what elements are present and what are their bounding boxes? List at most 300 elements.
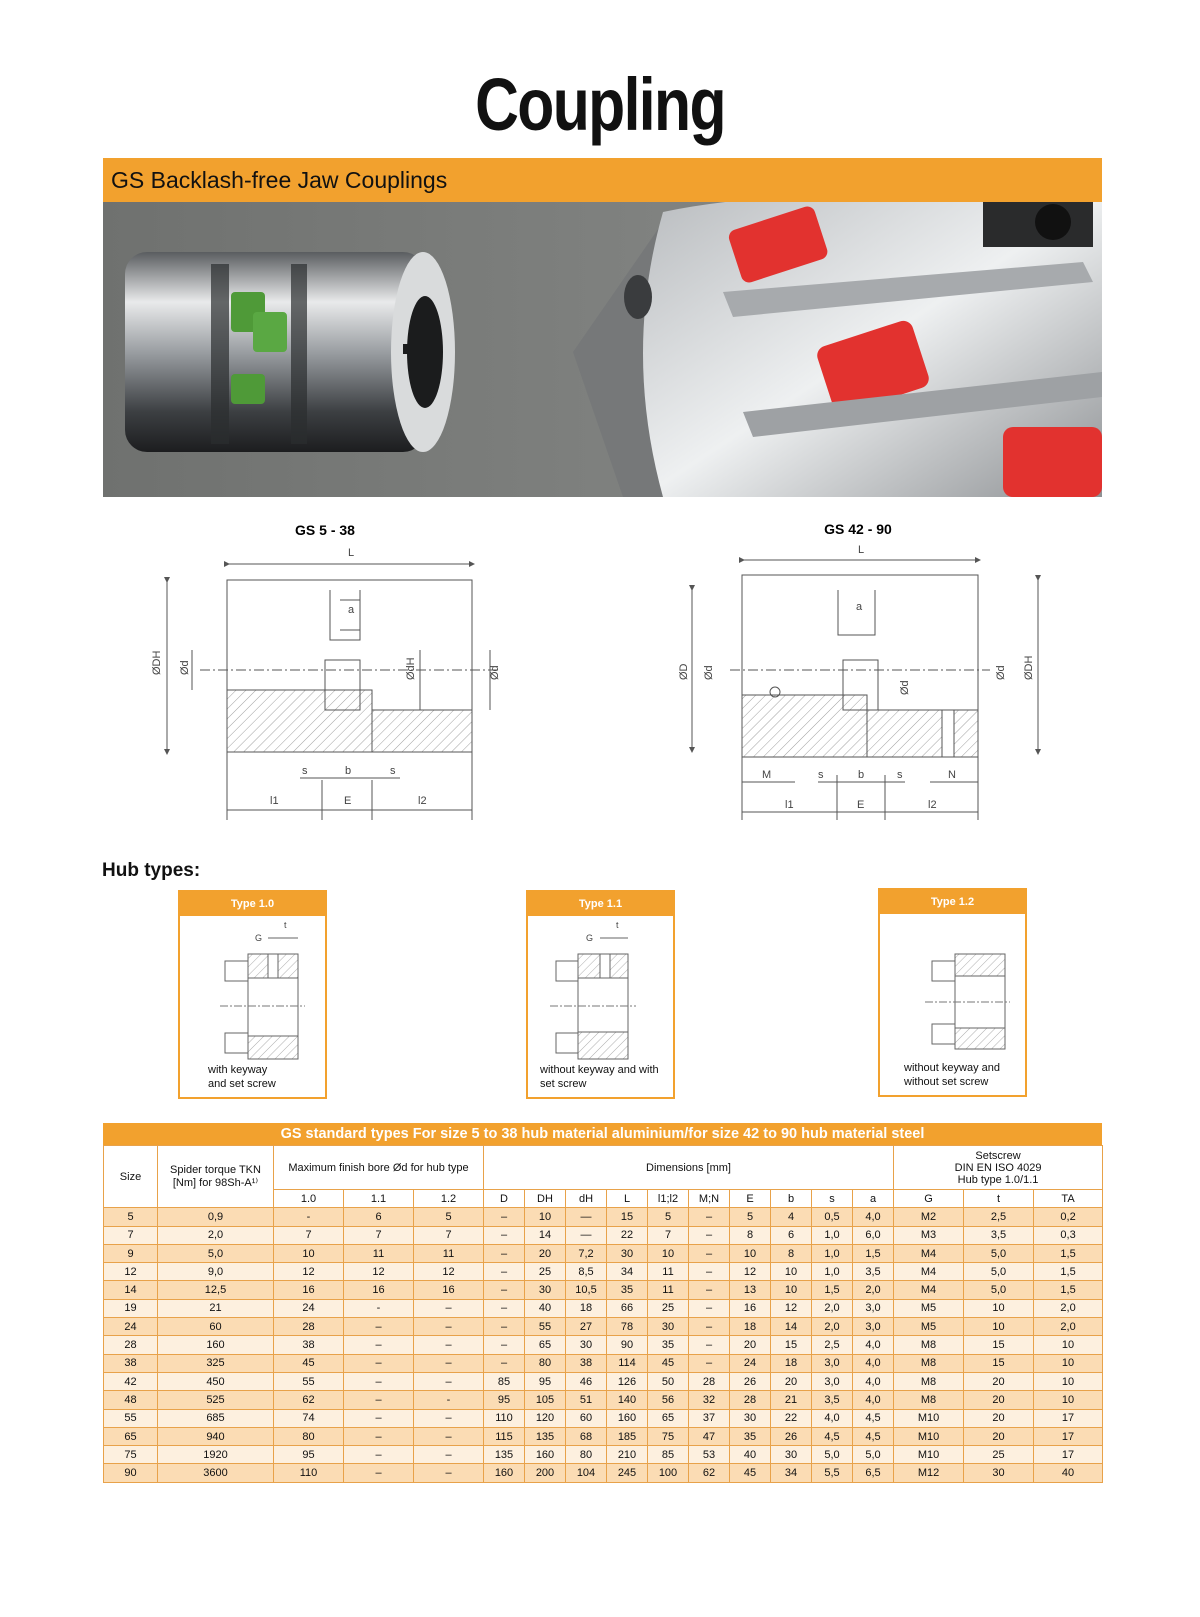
table-cell: 11 xyxy=(648,1281,689,1299)
table-cell: 1,5 xyxy=(1034,1263,1103,1281)
table-cell: – xyxy=(484,1244,525,1262)
table-cell: 65 xyxy=(648,1409,689,1427)
table-cell: 20 xyxy=(525,1244,566,1262)
table-cell: 5,0 xyxy=(964,1263,1034,1281)
hub-G-label: G xyxy=(586,933,594,943)
hub-type-1-1-drawing xyxy=(528,916,673,1066)
caption-line: and set screw xyxy=(208,1078,276,1090)
banner-title: GS Backlash-free Jaw Couplings xyxy=(111,167,448,193)
table-cell: 66 xyxy=(607,1299,648,1317)
table-cell: 7 xyxy=(648,1226,689,1244)
table-row xyxy=(104,1336,1103,1354)
table-cell: 55 xyxy=(104,1409,158,1427)
sub-header: l1;l2 xyxy=(648,1190,689,1208)
table-cell: 75 xyxy=(104,1446,158,1464)
dim-dH: ØdH xyxy=(405,657,417,680)
table-cell: – xyxy=(414,1354,484,1372)
table-cell: 200 xyxy=(525,1464,566,1482)
table-cell: 3,0 xyxy=(853,1299,894,1317)
table-cell: 4,0 xyxy=(853,1372,894,1390)
dim-d-mid-right: Ød xyxy=(899,680,911,695)
table-cell: 50 xyxy=(648,1372,689,1390)
table-cell: 2,5 xyxy=(964,1208,1034,1226)
table-cell: 85 xyxy=(648,1446,689,1464)
setscrew-line: DIN EN ISO 4029 xyxy=(954,1161,1042,1174)
table-cell: 10 xyxy=(730,1244,771,1262)
table-cell: – xyxy=(689,1281,730,1299)
table-cell: 30 xyxy=(525,1281,566,1299)
sub-header: 1.0 xyxy=(274,1190,344,1208)
table-cell: 0,5 xyxy=(812,1208,853,1226)
col-bore: Maximum finish bore Ød for hub type xyxy=(274,1146,484,1190)
table-cell: 5 xyxy=(730,1208,771,1226)
table-cell: 4,0 xyxy=(853,1336,894,1354)
table-cell: 3,0 xyxy=(853,1318,894,1336)
hub-type-1-1 xyxy=(526,890,675,1099)
table-cell: 20 xyxy=(964,1409,1034,1427)
table-cell: – xyxy=(484,1336,525,1354)
dim-a-right: a xyxy=(856,601,863,613)
table-cell: 2,0 xyxy=(853,1281,894,1299)
table-cell: – xyxy=(344,1391,414,1409)
table-cell: 0,2 xyxy=(1034,1208,1103,1226)
table-cell: 18 xyxy=(771,1354,812,1372)
table-cell: 11 xyxy=(648,1263,689,1281)
table-cell: M5 xyxy=(894,1299,964,1317)
table-cell: 30 xyxy=(566,1336,607,1354)
table-cell: 1,5 xyxy=(812,1281,853,1299)
table-cell: 5 xyxy=(104,1208,158,1226)
table-cell: 34 xyxy=(771,1464,812,1482)
drawing-label-right: GS 42 - 90 xyxy=(824,521,892,537)
table-cell: – xyxy=(689,1354,730,1372)
table-cell: 5 xyxy=(648,1208,689,1226)
table-cell: 110 xyxy=(274,1464,344,1482)
table-cell: 15 xyxy=(964,1336,1034,1354)
table-cell: 0,9 xyxy=(158,1208,274,1226)
table-cell: 1920 xyxy=(158,1446,274,1464)
table-cell: 4,5 xyxy=(812,1427,853,1445)
table-cell: – xyxy=(484,1354,525,1372)
table-cell: 65 xyxy=(525,1336,566,1354)
col-setscrew xyxy=(894,1146,1103,1190)
table-cell: 7 xyxy=(104,1226,158,1244)
table-cell: 4,0 xyxy=(812,1409,853,1427)
table-cell: – xyxy=(344,1446,414,1464)
table-cell: 525 xyxy=(158,1391,274,1409)
table-cell: – xyxy=(344,1409,414,1427)
dim-E: E xyxy=(344,795,352,807)
table-cell: 110 xyxy=(484,1409,525,1427)
dim-a: a xyxy=(348,604,355,616)
table-row xyxy=(104,1244,1103,1262)
table-cell: - xyxy=(414,1391,484,1409)
table-cell: 3,5 xyxy=(964,1226,1034,1244)
table-cell: – xyxy=(689,1336,730,1354)
table-row xyxy=(104,1354,1103,1372)
table-cell: 135 xyxy=(484,1446,525,1464)
table-cell: 78 xyxy=(607,1318,648,1336)
table-cell: 21 xyxy=(158,1299,274,1317)
table-body xyxy=(104,1208,1103,1482)
dim-b: b xyxy=(345,765,352,777)
table-cell: – xyxy=(689,1299,730,1317)
table-cell: 160 xyxy=(158,1336,274,1354)
dim-l1-right: l1 xyxy=(785,799,794,811)
table-cell: 12 xyxy=(414,1263,484,1281)
table-cell: 126 xyxy=(607,1372,648,1390)
hub-type-caption xyxy=(904,1061,1024,1089)
table-cell: 10 xyxy=(771,1263,812,1281)
table-cell: 80 xyxy=(566,1446,607,1464)
table-cell: 940 xyxy=(158,1427,274,1445)
table-cell: 13 xyxy=(730,1281,771,1299)
table-cell: – xyxy=(414,1372,484,1390)
table-cell: 2,0 xyxy=(812,1318,853,1336)
table-cell: 3,5 xyxy=(853,1263,894,1281)
caption-line: set screw xyxy=(540,1078,587,1090)
table-row xyxy=(104,1263,1103,1281)
table-cell: 10 xyxy=(1034,1354,1103,1372)
table-cell: 10 xyxy=(771,1281,812,1299)
table-cell: M8 xyxy=(894,1354,964,1372)
dim-d2-right: Ød xyxy=(995,665,1007,680)
table-cell: 42 xyxy=(104,1372,158,1390)
dimension-drawings xyxy=(0,520,1200,840)
table-row xyxy=(104,1226,1103,1244)
table-cell: 24 xyxy=(104,1318,158,1336)
table-cell: 15 xyxy=(771,1336,812,1354)
table-cell: 38 xyxy=(104,1354,158,1372)
table-cell: 26 xyxy=(730,1372,771,1390)
table-cell: 10 xyxy=(1034,1336,1103,1354)
table-cell: – xyxy=(344,1336,414,1354)
table-cell: - xyxy=(274,1208,344,1226)
table-cell: 25 xyxy=(964,1446,1034,1464)
table-cell: 75 xyxy=(648,1427,689,1445)
table-cell: 26 xyxy=(771,1427,812,1445)
table-cell: 160 xyxy=(607,1409,648,1427)
hub-type-1-0 xyxy=(178,890,327,1099)
dim-s2: s xyxy=(390,765,396,777)
dim-DH: ØDH xyxy=(151,650,163,675)
table-cell: 4,0 xyxy=(853,1354,894,1372)
table-cell: M8 xyxy=(894,1391,964,1409)
hub-type-title: Type 1.1 xyxy=(528,892,673,916)
table-row xyxy=(104,1299,1103,1317)
table-cell: 65 xyxy=(104,1427,158,1445)
table-cell: M12 xyxy=(894,1464,964,1482)
table-cell: 16 xyxy=(344,1281,414,1299)
table-cell: 30 xyxy=(648,1318,689,1336)
table-cell: 325 xyxy=(158,1354,274,1372)
table-cell: 90 xyxy=(104,1464,158,1482)
table-cell: 1,5 xyxy=(853,1244,894,1262)
hub-type-title: Type 1.2 xyxy=(880,890,1025,914)
table-cell: 35 xyxy=(607,1281,648,1299)
table-cell: 10 xyxy=(1034,1391,1103,1409)
table-cell: 95 xyxy=(484,1391,525,1409)
dim-L: L xyxy=(348,547,355,559)
setscrew-line: Hub type 1.0/1.1 xyxy=(957,1173,1039,1186)
table-cell: 114 xyxy=(607,1354,648,1372)
table-cell: 74 xyxy=(274,1409,344,1427)
table-cell: 4,5 xyxy=(853,1427,894,1445)
coupling-photo-illustration xyxy=(103,202,1102,497)
table-cell: — xyxy=(566,1226,607,1244)
table-cell: – xyxy=(414,1427,484,1445)
sub-header: L xyxy=(607,1190,648,1208)
table-cell: 60 xyxy=(158,1318,274,1336)
table-cell: 11 xyxy=(344,1244,414,1262)
table-cell: 12,5 xyxy=(158,1281,274,1299)
table-cell: 45 xyxy=(730,1464,771,1482)
table-cell: 12 xyxy=(344,1263,414,1281)
sub-header: t xyxy=(964,1190,1034,1208)
table-cell: 20 xyxy=(771,1372,812,1390)
table-cell: – xyxy=(414,1409,484,1427)
table-cell: 25 xyxy=(525,1263,566,1281)
table-cell: 12 xyxy=(771,1299,812,1317)
table-cell: 48 xyxy=(104,1391,158,1409)
sub-header: 1.1 xyxy=(344,1190,414,1208)
table-cell: 6 xyxy=(771,1226,812,1244)
table-cell: 15 xyxy=(964,1354,1034,1372)
table-cell: 30 xyxy=(730,1409,771,1427)
table-cell: 4,0 xyxy=(853,1208,894,1226)
hub-type-1-0-drawing xyxy=(180,916,325,1066)
table-cell: M8 xyxy=(894,1336,964,1354)
dim-s1: s xyxy=(302,765,308,777)
table-cell: 55 xyxy=(525,1318,566,1336)
table-cell: 8 xyxy=(730,1226,771,1244)
sub-header: TA xyxy=(1034,1190,1103,1208)
dim-d1-right: Ød xyxy=(703,665,715,680)
table-cell: 210 xyxy=(607,1446,648,1464)
table-cell: 12 xyxy=(104,1263,158,1281)
table-cell: 7 xyxy=(344,1226,414,1244)
table-cell: 22 xyxy=(607,1226,648,1244)
table-cell: 0,3 xyxy=(1034,1226,1103,1244)
table-cell: M5 xyxy=(894,1318,964,1336)
table-row xyxy=(104,1281,1103,1299)
table-cell: 5,5 xyxy=(812,1464,853,1482)
table-cell: 10,5 xyxy=(566,1281,607,1299)
table-cell: 35 xyxy=(730,1427,771,1445)
table-cell: M10 xyxy=(894,1427,964,1445)
table-cell: 5,0 xyxy=(158,1244,274,1262)
table-cell: M10 xyxy=(894,1409,964,1427)
table-row xyxy=(104,1409,1103,1427)
sub-header: M;N xyxy=(689,1190,730,1208)
table-cell: 28 xyxy=(274,1318,344,1336)
table-cell: 1,0 xyxy=(812,1244,853,1262)
table-cell: 1,5 xyxy=(1034,1244,1103,1262)
table-cell: – xyxy=(414,1446,484,1464)
hub-G-label: G xyxy=(255,933,263,943)
table-cell: 7 xyxy=(414,1226,484,1244)
sub-header: E xyxy=(730,1190,771,1208)
table-cell: 14 xyxy=(771,1318,812,1336)
table-cell: 120 xyxy=(525,1409,566,1427)
table-cell: 160 xyxy=(525,1446,566,1464)
table-cell: 95 xyxy=(525,1372,566,1390)
table-cell: 24 xyxy=(730,1354,771,1372)
table-cell: 20 xyxy=(964,1372,1034,1390)
table-cell: 135 xyxy=(525,1427,566,1445)
table-row xyxy=(104,1391,1103,1409)
table-cell: 18 xyxy=(730,1318,771,1336)
table-cell: 62 xyxy=(689,1464,730,1482)
dim-L-right: L xyxy=(858,544,865,556)
table-row xyxy=(104,1208,1103,1226)
table-cell: – xyxy=(344,1464,414,1482)
table-cell: - xyxy=(344,1299,414,1317)
table-row xyxy=(104,1446,1103,1464)
table-cell: 4,5 xyxy=(853,1409,894,1427)
table-cell: 62 xyxy=(274,1391,344,1409)
table-cell: 40 xyxy=(1034,1464,1103,1482)
table-cell: 6 xyxy=(344,1208,414,1226)
table-cell: 51 xyxy=(566,1391,607,1409)
table-cell: 20 xyxy=(964,1391,1034,1409)
hub-type-caption xyxy=(540,1063,660,1091)
table-cell: 46 xyxy=(566,1372,607,1390)
col-torque: Spider torque TKN [Nm] for 98Sh-A¹⁾ xyxy=(158,1146,274,1208)
table-cell: 3,5 xyxy=(812,1391,853,1409)
table-row xyxy=(104,1427,1103,1445)
table-cell: 35 xyxy=(648,1336,689,1354)
dim-l2: l2 xyxy=(418,795,427,807)
col-dimensions: Dimensions [mm] xyxy=(484,1146,894,1190)
table-cell: — xyxy=(566,1208,607,1226)
table-cell: 685 xyxy=(158,1409,274,1427)
table-cell: 1,5 xyxy=(1034,1281,1103,1299)
table-cell: 30 xyxy=(771,1446,812,1464)
product-photo xyxy=(103,202,1102,497)
table-cell: 10 xyxy=(964,1299,1034,1317)
table-cell: 160 xyxy=(484,1464,525,1482)
table-cell: – xyxy=(689,1263,730,1281)
dim-d-right: Ød xyxy=(489,665,501,680)
table-cell: 85 xyxy=(484,1372,525,1390)
table-cell: 53 xyxy=(689,1446,730,1464)
hub-types-heading: Hub types: xyxy=(102,860,201,881)
table-cell: 24 xyxy=(274,1299,344,1317)
table-cell: 80 xyxy=(525,1354,566,1372)
sub-header: G xyxy=(894,1190,964,1208)
table-cell: 6,0 xyxy=(853,1226,894,1244)
table-cell: 104 xyxy=(566,1464,607,1482)
sub-header: D xyxy=(484,1190,525,1208)
hub-type-1-2 xyxy=(878,888,1027,1097)
table-cell: 38 xyxy=(274,1336,344,1354)
table-cell: 14 xyxy=(104,1281,158,1299)
section-banner xyxy=(103,158,1102,202)
dim-d-left: Ød xyxy=(179,660,191,675)
table-cell: 14 xyxy=(525,1226,566,1244)
caption-line: without set screw xyxy=(904,1076,989,1088)
caption-line: with keyway xyxy=(208,1064,268,1076)
table-cell: – xyxy=(689,1244,730,1262)
table-cell: 45 xyxy=(274,1354,344,1372)
table-cell: 7,2 xyxy=(566,1244,607,1262)
table-cell: – xyxy=(484,1263,525,1281)
table-cell: 30 xyxy=(607,1244,648,1262)
table-cell: 27 xyxy=(566,1318,607,1336)
hub-type-1-2-drawing xyxy=(880,914,1025,1064)
table-cell: – xyxy=(344,1427,414,1445)
table-cell: 185 xyxy=(607,1427,648,1445)
table-cell: 4 xyxy=(771,1208,812,1226)
table-cell: 17 xyxy=(1034,1446,1103,1464)
table-cell: 5,0 xyxy=(812,1446,853,1464)
table-cell: M10 xyxy=(894,1446,964,1464)
table-cell: 10 xyxy=(964,1318,1034,1336)
table-row xyxy=(104,1372,1103,1390)
table-cell: 3,0 xyxy=(812,1372,853,1390)
table-cell: 2,5 xyxy=(812,1336,853,1354)
table-cell: 10 xyxy=(648,1244,689,1262)
dim-b-right: b xyxy=(858,769,865,781)
sub-header: b xyxy=(771,1190,812,1208)
hub-type-caption xyxy=(208,1063,328,1091)
table-cell: 5,0 xyxy=(964,1281,1034,1299)
table-cell: 28 xyxy=(689,1372,730,1390)
table-cell: 45 xyxy=(648,1354,689,1372)
caption-line: without keyway and xyxy=(904,1062,1000,1074)
sub-header: DH xyxy=(525,1190,566,1208)
dim-l2-right: l2 xyxy=(928,799,937,811)
table-heading: GS standard types For size 5 to 38 hub material aluminium/for size 42 to 90 hub material steel xyxy=(103,1123,1102,1145)
table-cell: M4 xyxy=(894,1244,964,1262)
table-cell: 11 xyxy=(414,1244,484,1262)
table-cell: 100 xyxy=(648,1464,689,1482)
table-cell: 40 xyxy=(730,1446,771,1464)
table-cell: – xyxy=(484,1281,525,1299)
table-cell: 5,0 xyxy=(964,1244,1034,1262)
table-cell: 90 xyxy=(607,1336,648,1354)
table-cell: 12 xyxy=(730,1263,771,1281)
table-cell: 1,0 xyxy=(812,1226,853,1244)
table-cell: – xyxy=(344,1318,414,1336)
dim-N: N xyxy=(948,769,956,781)
table-cell: 10 xyxy=(525,1208,566,1226)
table-cell: 2,0 xyxy=(812,1299,853,1317)
table-row xyxy=(104,1464,1103,1482)
table-cell: 95 xyxy=(274,1446,344,1464)
table-cell: 115 xyxy=(484,1427,525,1445)
table-row xyxy=(104,1318,1103,1336)
sub-header: 1.2 xyxy=(414,1190,484,1208)
table-cell: 19 xyxy=(104,1299,158,1317)
dim-E-right: E xyxy=(857,799,865,811)
table-cell: 30 xyxy=(964,1464,1034,1482)
table-cell: 28 xyxy=(730,1391,771,1409)
sub-header: a xyxy=(853,1190,894,1208)
table-cell: 450 xyxy=(158,1372,274,1390)
col-size: Size xyxy=(104,1146,158,1208)
table-cell: 1,0 xyxy=(812,1263,853,1281)
table-cell: 38 xyxy=(566,1354,607,1372)
table-cell: 17 xyxy=(1034,1427,1103,1445)
table-cell: – xyxy=(414,1299,484,1317)
table-cell: – xyxy=(484,1299,525,1317)
table-cell: 16 xyxy=(414,1281,484,1299)
setscrew-line: Setscrew xyxy=(975,1149,1021,1162)
table-cell: 22 xyxy=(771,1409,812,1427)
table-cell: – xyxy=(689,1208,730,1226)
